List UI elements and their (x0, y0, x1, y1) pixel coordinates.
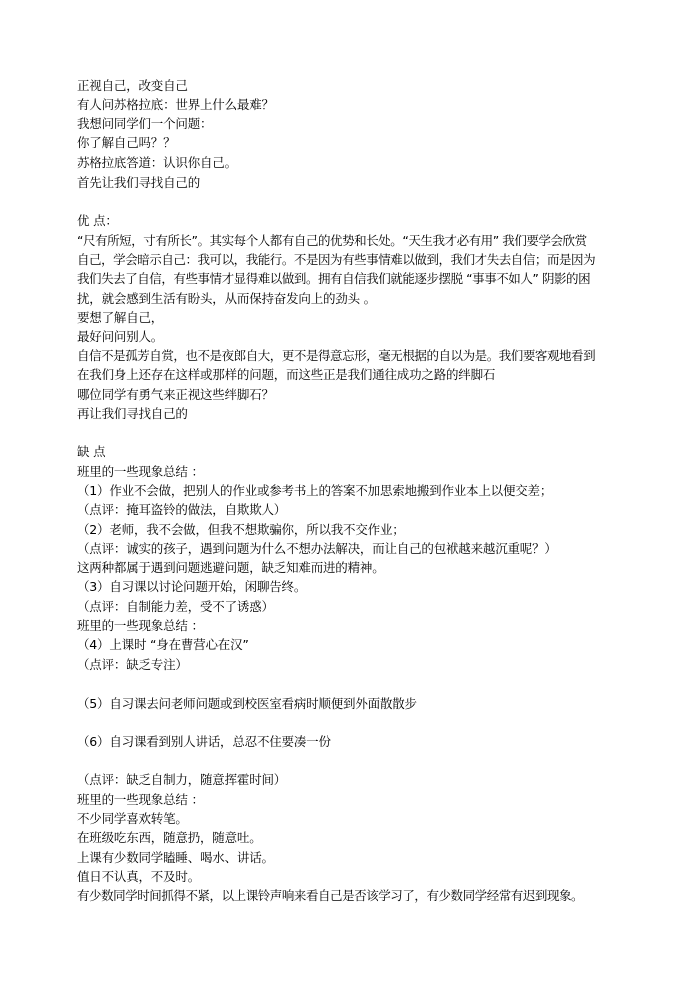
text-line: （5）自习课去问老师问题或到校医室看病时顺便到外面散散步 (77, 696, 417, 711)
doc-title: 正视自己，改变自己 (77, 78, 188, 93)
text-line: 苏格拉底答道：认识你自己。 (77, 155, 237, 170)
text-line: “尺有所短，寸有所长”。其实每个人都有自己的优势和长处。“天生我才必有用” 我们要学会欣赏 (77, 233, 587, 248)
text-line: 最好问问别人。 (77, 329, 164, 344)
section-heading-weaknesses: 缺 点 (77, 444, 106, 459)
text-line: 班里的一些现象总结 ： (77, 792, 204, 807)
text-line: （点评：缺乏专注） (77, 657, 188, 672)
text-line: （1）作业不会做，把别人的作业或参考书上的答案不加思索地搬到作业本上以便交差； (77, 483, 553, 498)
text-line: 我们失去了自信，有些事情才显得难以做到。拥有自信我们就能逐步摆脱 “事事不如人” 阴影的困 (77, 271, 591, 286)
text-line: 在我们身上还存在这样或那样的问题，而这些正是我们通往成功之路的绊脚石 (77, 367, 496, 382)
text-line: 班里的一些现象总结 ： (77, 464, 204, 479)
text-line: （点评：缺乏自制力，随意挥霍时间） (77, 772, 287, 787)
text-line: 自信不是孤芳自赏，也不是夜郎自大，更不是得意忘形，毫无根据的自以为是。我们要客观地看到 (77, 348, 596, 363)
text-line: 有少数同学时间抓得不紧，以上课铃声响来看自己是否该学习了，有少数同学经常有迟到现象。 (77, 888, 584, 903)
text-line: 值日不认真，不及时。 (77, 869, 201, 884)
text-line: 在班级吃东西，随意扔，随意吐。 (77, 830, 262, 845)
text-line: （3）自习课以讨论问题开始，闲聊告终。 (77, 579, 307, 594)
text-line: （点评：自制能力差，受不了诱惑） (77, 599, 274, 614)
text-line: 哪位同学有勇气来正视这些绊脚石？ (77, 387, 274, 402)
text-line: （点评：掩耳盗铃的做法，自欺欺人） (77, 502, 287, 517)
text-line: 自己，学会暗示自己：我可以，我能行。不是因为有些事情难以做到，我们才失去自信；而是因为 (77, 252, 596, 267)
section-heading-strengths: 优 点： (77, 213, 118, 228)
text-line: （2）老师，我不会做，但我不想欺骗你，所以我不交作业； (77, 522, 405, 537)
text-line: 你了解自己吗？？ (77, 135, 176, 150)
text-line: 扰，就会感到生活有盼头，从而保持奋发向上的劲头 。 (77, 291, 376, 306)
text-line: 再让我们寻找自己的 (77, 406, 188, 421)
text-line: 首先让我们寻找自己的 (77, 175, 201, 190)
text-line: 有人问苏格拉底：世界上什么最难？ (77, 97, 274, 112)
text-line: 班里的一些现象总结 ： (77, 618, 204, 633)
text-line: （6）自习课看到别人讲话，总忍不住要凑一份 (77, 734, 331, 749)
text-line: 上课有少数同学瞌睡、喝水、讲话。 (77, 850, 274, 865)
text-line: 这两种都属于遇到问题逃避问题，缺乏知难而进的精神。 (77, 560, 385, 575)
text-line: 我想问同学们一个问题： (77, 116, 213, 131)
text-line: （4）上课时 “身在曹营心在汉” (77, 637, 249, 652)
text-line: （点评：诚实的孩子，遇到问题为什么不想办法解决，而让自己的包袱越来越沉重呢？） (77, 541, 557, 556)
text-line: 要想了解自己， (77, 310, 164, 325)
text-line: 不少同学喜欢转笔。 (77, 811, 188, 826)
